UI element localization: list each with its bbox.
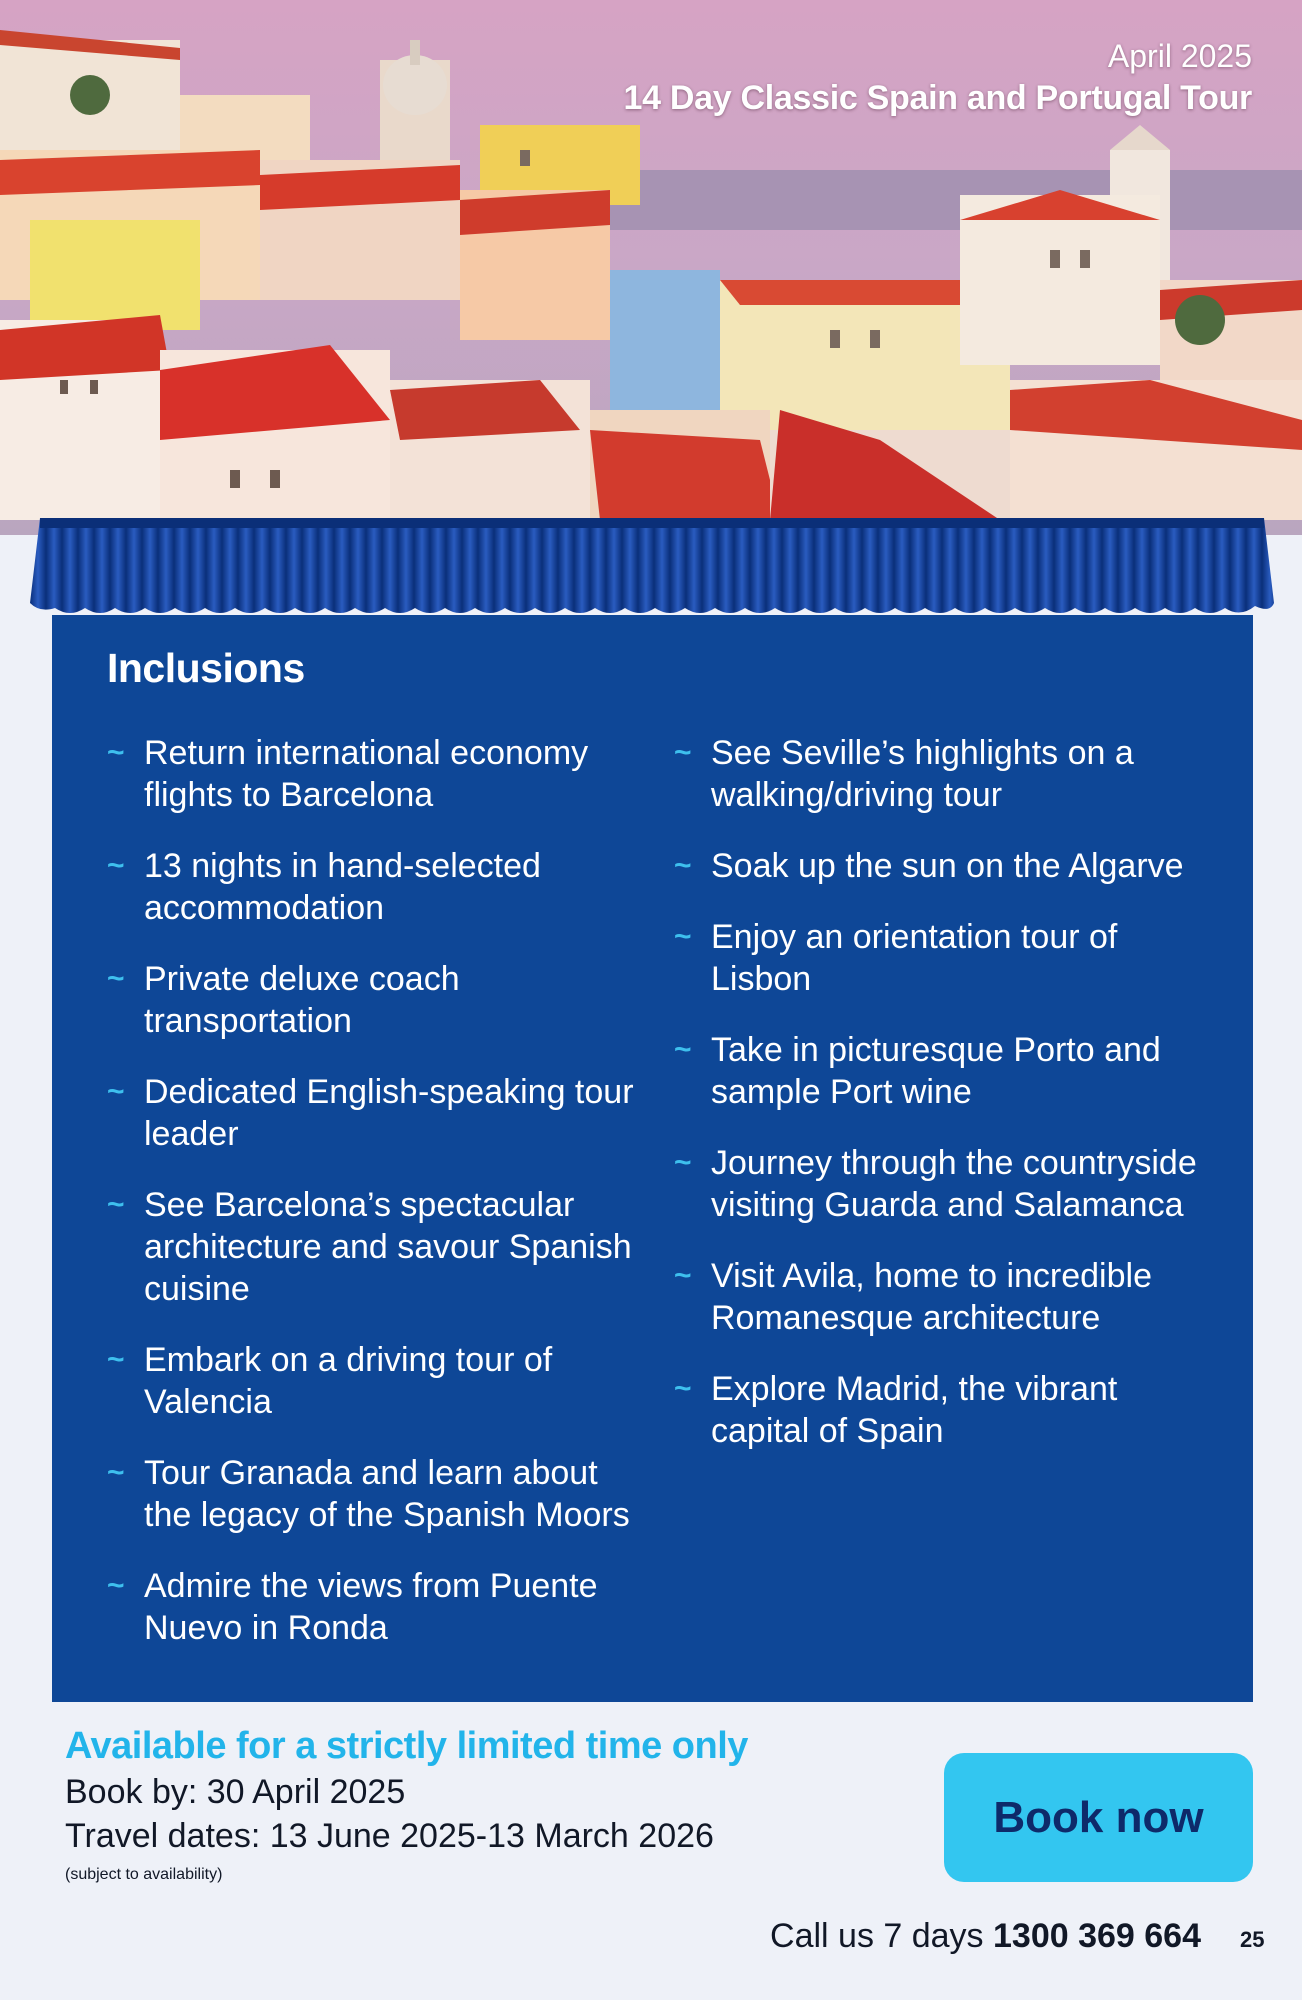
tilde-bullet-icon: ~ bbox=[107, 962, 125, 995]
tilde-bullet-icon: ~ bbox=[674, 736, 692, 769]
tilde-bullet-icon: ~ bbox=[674, 1146, 692, 1179]
tilde-bullet-icon: ~ bbox=[107, 849, 125, 882]
inclusion-item: ~ Private deluxe coach transportation bbox=[107, 960, 460, 1040]
tilde-bullet-icon: ~ bbox=[107, 1569, 125, 1602]
inclusion-item: ~ See Barcelona’s spectacular architecture and savour Spanish cuisine bbox=[107, 1186, 632, 1308]
tilde-bullet-icon: ~ bbox=[674, 920, 692, 953]
inclusion-item: ~ Dedicated English-speaking tour leader bbox=[107, 1073, 634, 1153]
inclusion-item: ~ Return international economy flights to Barcelona bbox=[107, 734, 589, 814]
tilde-bullet-icon: ~ bbox=[107, 1456, 125, 1489]
call-us-label: Call us 7 days bbox=[770, 1917, 984, 1955]
availability-note: (subject to availability) bbox=[65, 1866, 223, 1883]
page-number: 25 bbox=[1240, 1927, 1265, 1952]
inclusion-item: ~ Enjoy an orientation tour of Lisbon bbox=[674, 918, 1118, 998]
inclusion-item: ~ Embark on a driving tour of Valencia bbox=[107, 1341, 553, 1421]
hero-image bbox=[0, 0, 1302, 535]
tilde-bullet-icon: ~ bbox=[674, 1033, 692, 1066]
inclusion-item: ~ Take in picturesque Porto and sample Port wine bbox=[674, 1031, 1161, 1111]
phone-number-link[interactable]: 1300 369 664 bbox=[993, 1917, 1201, 1955]
call-us-line bbox=[770, 1917, 1201, 1956]
inclusion-item: ~ Soak up the sun on the Algarve bbox=[674, 847, 1184, 885]
tour-date: April 2025 bbox=[1107, 38, 1252, 74]
tilde-bullet-icon: ~ bbox=[674, 1259, 692, 1292]
tilde-bullet-icon: ~ bbox=[107, 1343, 125, 1376]
inclusion-item: ~ 13 nights in hand-selected accommodation bbox=[107, 847, 541, 927]
inclusion-item: ~ Journey through the countryside visiting Guarda and Salamanca bbox=[674, 1144, 1197, 1224]
inclusions-heading: Inclusions bbox=[107, 645, 305, 691]
tilde-bullet-icon: ~ bbox=[674, 849, 692, 882]
tilde-bullet-icon: ~ bbox=[107, 1188, 125, 1221]
limited-time-headline: Available for a strictly limited time only bbox=[65, 1725, 748, 1767]
book-now-button[interactable]: Book now bbox=[944, 1753, 1253, 1882]
inclusion-item: ~ Tour Granada and learn about the legacy of the Spanish Moors bbox=[107, 1454, 630, 1534]
inclusions-list-right bbox=[674, 732, 1214, 1481]
tilde-bullet-icon: ~ bbox=[674, 1372, 692, 1405]
inclusion-item: ~ Admire the views from Puente Nuevo in Ronda bbox=[107, 1567, 598, 1647]
book-by-date: Book by: 30 April 2025 bbox=[65, 1773, 406, 1811]
tour-title: 14 Day Classic Spain and Portugal Tour bbox=[623, 79, 1252, 117]
inclusion-item: ~ Explore Madrid, the vibrant capital of Spain bbox=[674, 1370, 1118, 1450]
travel-dates: Travel dates: 13 June 2025-13 March 2026 bbox=[65, 1817, 714, 1855]
inclusion-item: ~ See Seville’s highlights on a walking/driving tour bbox=[674, 734, 1134, 814]
curtain-valance-decoration bbox=[30, 518, 1274, 623]
inclusions-panel bbox=[52, 615, 1253, 1702]
tilde-bullet-icon: ~ bbox=[107, 736, 125, 769]
inclusions-list-left bbox=[107, 732, 647, 1678]
tilde-bullet-icon: ~ bbox=[107, 1075, 125, 1108]
inclusion-item: ~ Visit Avila, home to incredible Romanesque architecture bbox=[674, 1257, 1152, 1337]
